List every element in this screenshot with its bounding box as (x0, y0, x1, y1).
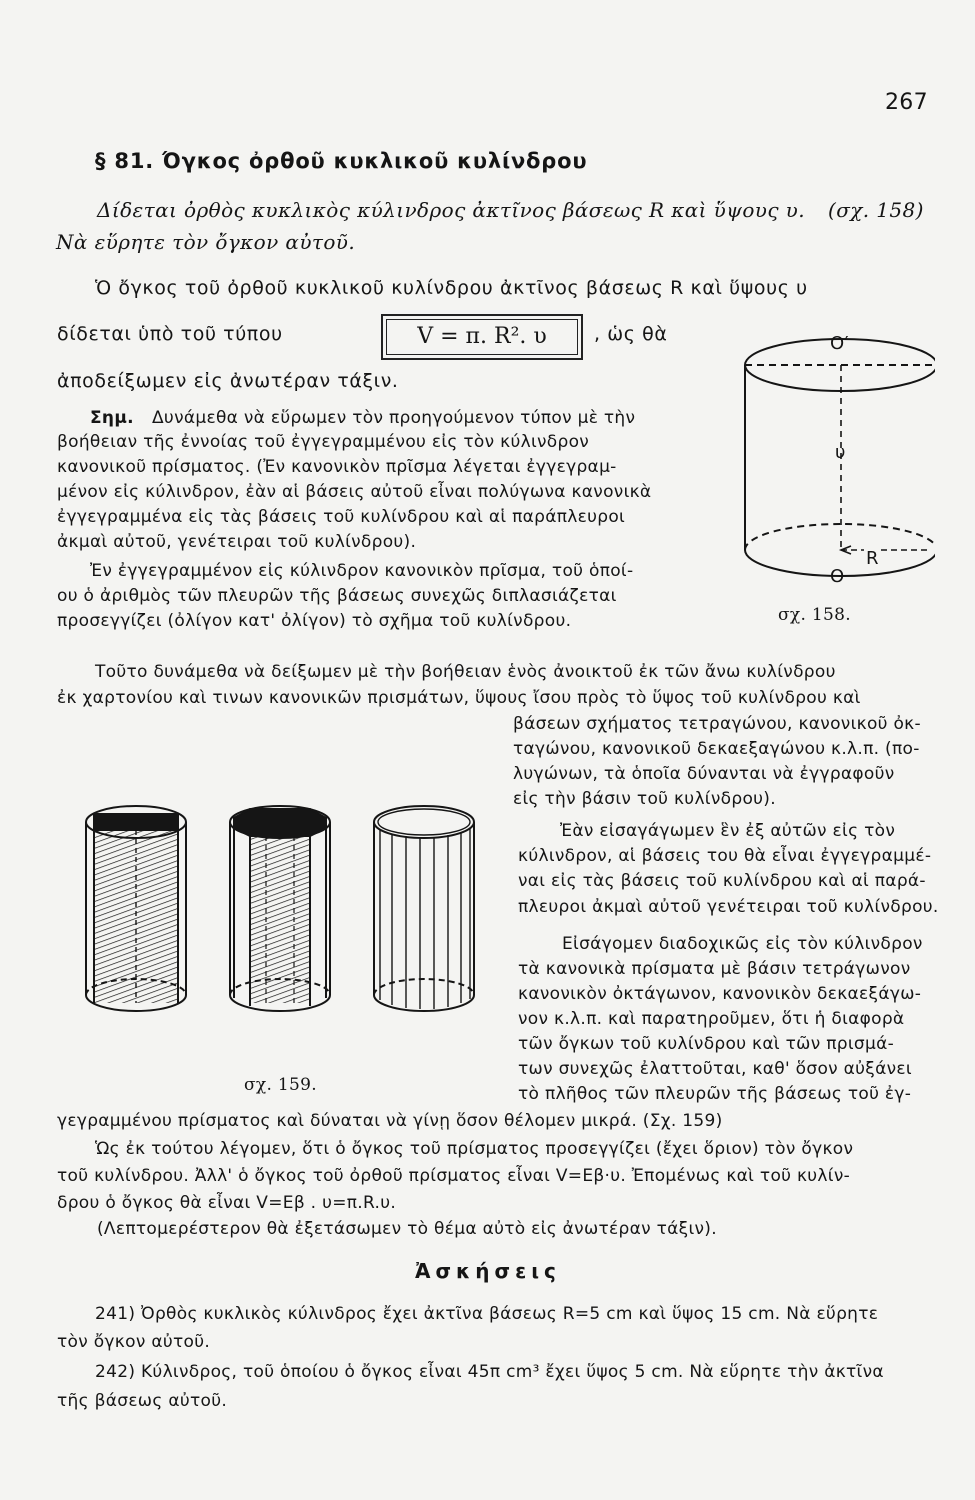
fig158-height-label: υ (835, 442, 846, 463)
demo-line: εἰς τὴν βάσιν τοῦ κυλίνδρου). (513, 789, 776, 809)
statement-before-formula: δίδεται ὑπὸ τοῦ τύπου (57, 323, 283, 345)
note-line: ἐγγεγραμμένα εἰς τὰς βάσεις τοῦ κυλίνδρου καὶ αἱ παράπλευροι (57, 507, 626, 527)
demo-line: ταγώνου, κανονικοῦ δεκαεξαγώνου κ.λ.π. (πο- (513, 739, 920, 759)
statement-line-1: Ὁ ὄγκος τοῦ ὀρθοῦ κυκλικοῦ κυλίνδρου ἀκτῖνος βάσεως R καὶ ὕψους υ (95, 277, 808, 299)
problem-line-1: Δίδεται ὀρθὸς κυκλικὸς κύλινδρος ἀκτῖνος βάσεως R καὶ ὕψους υ. (97, 198, 805, 222)
note-label: Σημ. (90, 408, 134, 428)
demo-line: ἐκ χαρτονίου καὶ τινων κανονικῶν πρισμάτων, ὕψους ἴσου πρὸς τὸ ὕψος τοῦ κυλίνδρου καὶ (57, 688, 861, 708)
demo-line: λυγώνων, τὰ ὁποῖα δύνανται νὰ ἐγγραφοῦν (513, 764, 895, 784)
successive-line: κανονικὸν ὀκτάγωνον, κανονικὸν δεκαεξάγω- (518, 984, 922, 1004)
note-line: βοήθειαν τῆς ἐννοίας τοῦ ἐγγεγραμμένου εἰς τὸν κύλινδρον (57, 432, 590, 452)
inscribed-line: προσεγγίζει (ὀλίγον κατ' ὀλίγον) τὸ σχῆμα τοῦ κυλίνδρου. (57, 611, 572, 631)
conclusion-line: τοῦ κυλίνδρου. Ἀλλ' ὁ ὄγκος τοῦ ὀρθοῦ πρίσματος εἶναι V=Eβ·υ. Ἐπομένως καὶ τοῦ κυλίν- (57, 1166, 851, 1186)
fig158-caption: σχ. 158. (778, 605, 851, 625)
problem-figure-ref: (σχ. 158) (828, 198, 924, 222)
insert-line: Ἐὰν εἰσαγάγωμεν ἓν ἐξ αὐτῶν εἰς τὸν (560, 821, 896, 841)
exercise-242-line-2: τῆς βάσεως αὐτοῦ. (57, 1391, 228, 1411)
successive-line: Εἰσάγομεν διαδοχικῶς εἰς τὸν κύλινδρον (562, 934, 923, 954)
successive-line: τὸ πλῆθος τῶν πλευρῶν τῆς βάσεως τοῦ ἐγ- (518, 1084, 912, 1104)
inscribed-line: Ἐν ἐγγεγραμμένον εἰς κύλινδρον κανονικὸν πρῖσμα, τοῦ ὁποί- (90, 561, 634, 581)
statement-line-3: ἀποδείξωμεν εἰς ἀνωτέραν τάξιν. (57, 370, 399, 392)
note-line: Δυνάμεθα νὰ εὕρωμεν τὸν προηγούμενον τύπον μὲ τὴν (152, 408, 636, 428)
fig158-radius-label: R (866, 548, 879, 569)
note-line: κανονικοῦ πρίσματος. (Ἐν κανονικὸν πρῖσμα λέγεται ἐγγεγραμ- (57, 457, 617, 477)
successive-line: νον κ.λ.π. καὶ παρατηροῦμεν, ὅτι ἡ διαφορὰ (518, 1009, 905, 1029)
statement-after-formula: , ὡς θὰ (594, 323, 668, 345)
successive-line: τῶν ὄγκων τοῦ κυλίνδρου καὶ τῶν πρισμά- (518, 1034, 895, 1054)
insert-line: πλευροι ἀκμαὶ αὐτοῦ γενέτειραι τοῦ κυλίνδρου. (518, 897, 939, 917)
conclusion-line: δρου ὁ ὄγκος θὰ εἶναι V=Eβ . υ=π.R.υ. (57, 1193, 397, 1213)
insert-line: ναι εἰς τὰς βάσεις τοῦ κυλίνδρου καὶ αἱ παρά- (518, 871, 926, 891)
fig159-caption: σχ. 159. (244, 1075, 317, 1095)
demo-line: βάσεων σχήματος τετραγώνου, κανονικοῦ ὀκ- (513, 714, 921, 734)
fig158-bottom-label: O (830, 566, 845, 587)
exercise-241-line-1: 241) Ὀρθὸς κυκλικὸς κύλινδρος ἔχει ἀκτῖνα βάσεως R=5 cm καὶ ὕψος 15 cm. Νὰ εὕρητε (95, 1304, 879, 1324)
conclusion-line: (Λεπτομερέστερον θὰ ἐξετάσωμεν τὸ θέμα αὐτὸ εἰς ἀνωτέραν τάξιν). (97, 1219, 717, 1239)
inscribed-line: ου ὁ ἀριθμὸς τῶν πλευρῶν τῆς βάσεως συνεχῶς διπλασιάζεται (57, 586, 617, 606)
insert-line: κύλινδρον, αἱ βάσεις του θὰ εἶναι ἐγγεγραμμέ- (518, 846, 932, 866)
exercises-heading: Ἀσκήσεις (415, 1259, 561, 1283)
successive-end-line: γεγραμμένου πρίσματος καὶ δύναται νὰ γίνῃ ὅσον θέλομεν μικρά. (Σχ. 159) (57, 1111, 723, 1131)
exercise-242-line-1: 242) Κύλινδρος, τοῦ ὁποίου ὁ ὄγκος εἶναι 45π cm³ ἔχει ὕψος 5 cm. Νὰ εὕρητε τὴν ἀκτῖνα (95, 1362, 884, 1382)
conclusion-line: Ὡς ἐκ τούτου λέγομεν, ὅτι ὁ ὄγκος τοῦ πρίσματος προσεγγίζει (ἔχει ὅριον) τὸν ὄγκον (95, 1139, 854, 1159)
demo-line: Τοῦτο δυνάμεθα νὰ δείξωμεν μὲ τὴν βοήθειαν ἑνὸς ἀνοικτοῦ ἐκ τῶν ἄνω κυλίνδρου (95, 662, 836, 682)
successive-line: τὰ κανονικὰ πρίσματα μὲ βάσιν τετράγωνον (518, 959, 911, 979)
successive-line: των συνεχῶς ἐλαττοῦται, καθ' ὅσον αὐξάνει (518, 1059, 912, 1079)
problem-line-2: Νὰ εὕρητε τὸν ὄγκον αὐτοῦ. (56, 230, 356, 254)
exercise-241-line-2: τὸν ὄγκον αὐτοῦ. (57, 1332, 211, 1352)
note-line: μένον εἰς κύλινδρον, ἐὰν αἱ βάσεις αὐτοῦ εἶναι πολύγωνα κανονικὰ (57, 482, 652, 502)
note-line: ἀκμαὶ αὐτοῦ, γενέτειραι τοῦ κυλίνδρου). (57, 532, 417, 552)
figure-159-prisms (80, 800, 480, 1040)
volume-formula-box: V = π. R². υ (381, 314, 583, 360)
section-title: § 81. Όγκος ὀρθοῦ κυκλικοῦ κυλίνδρου (95, 149, 588, 173)
page-number: 267 (885, 90, 928, 115)
fig158-top-label: O′ (830, 333, 849, 354)
